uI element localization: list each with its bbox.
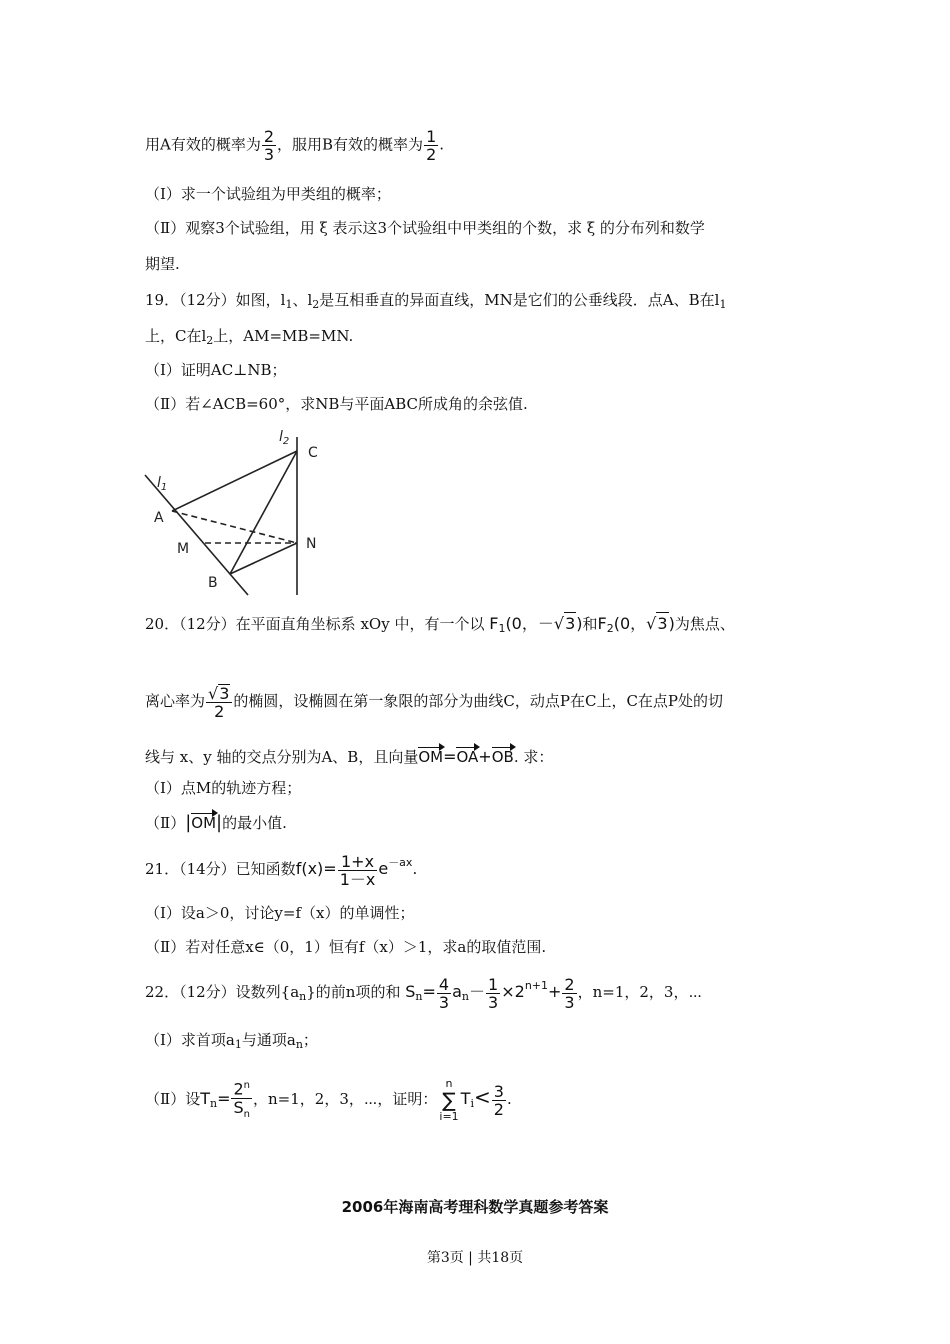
label-N: N [306,536,317,552]
focus-F1: $F_1(0$，－√3) [489,614,583,635]
function-fraction: $\frac{1+x}{1-x}$ [339,851,376,889]
q21-part2: （Ⅱ）若对任意x∈（0，1）恒有f（x）＞1，求a的取值范围. [145,938,547,956]
q20-line1: 20．（12分）在平面直角坐标系 xOy 中，有一个以 $F_1(0$，－√3)和$F_2(0$，√3)为焦点、 [145,614,735,635]
q18-part2-line2: 期望. [145,255,180,273]
line-l1 [145,475,248,595]
q22-line1: 22．（12分）设数列$\{a_n\}$的前n项的和 $S_n=$ $\frac{4}{3}$ $a_n-$ $\frac{1}{3}$ $\times 2^{n+1}+$ $\frac{2}{3}$ ，n=1，2，3，⋯ [145,974,702,1012]
q21-line1: 21．（14分）已知函数f(x)= $\frac{1+x}{1-x}$ $e^{-ax}$. [145,851,418,889]
coef-two-thirds: $\frac{2}{3}$ [564,974,575,1012]
page-footer: 第3页 | 共18页 [426,1250,524,1266]
q19-part2: （Ⅱ）若∠ACB=60°，求NB与平面ABC所成角的余弦值. [145,395,528,413]
label-l1: $l_1$ [157,475,168,493]
label-C: C [308,445,318,461]
label-A: A [154,510,164,526]
q20-part2: （Ⅱ）|OM|的最小值. [145,812,287,833]
three-halves-fraction: $\frac{3}{2}$ [493,1081,504,1119]
fraction-two-thirds: $\frac{2}{3}$ [263,127,275,164]
eccentricity-fraction: $\frac{√3}{2}$ [206,684,232,720]
q20-part1: （Ⅰ）点M的轨迹方程； [145,779,302,797]
q22-part2: （Ⅱ）设$T_n=$ $\frac{2^n}{S_n}$ ，n=1，2，3，⋯，证明： n ∑ i=1 $T_i<$ $\frac{3}{2}$ . [145,1077,512,1123]
q19-line2: 上，C在$l_2$上，AM=MB=MN. [145,327,354,347]
coef-one-third: $\frac{1}{3}$ [488,974,499,1012]
vector-OM: OM [418,748,444,766]
q22-part1: （Ⅰ）求首项$a_1$与通项$a_n$； [145,1031,318,1051]
focus-F2: $F_2(0$，√3) [597,614,675,635]
q19-line1: 19．（12分）如图，$l_1$、$l_2$是互相垂直的异面直线，MN是它们的公垂线段．点A、B在$l_1$ [145,291,727,311]
vector-OM-abs: OM [191,814,217,832]
q18-line1: 用A有效的概率为 $\frac{2}{3}$ ，服用B有效的概率为 $\frac{1}{2}$ . [145,127,445,164]
fraction-one-half: $\frac{1}{2}$ [426,127,437,164]
vector-OB: OB [491,748,514,766]
answer-section-title: 2006年海南高考理科数学真题参考答案 [341,1198,609,1216]
label-M: M [177,541,190,557]
q18-part2-line1: （Ⅱ）观察3个试验组，用 ξ 表示这3个试验组中甲类组的个数，求 ξ 的分布列和数学 [145,219,705,237]
summation-symbol: n ∑ i=1 [439,1077,459,1123]
q18-part1: （Ⅰ）求一个试验组为甲类组的概率； [145,185,391,203]
q20-line2: 离心率为 $\frac{√3}{2}$ 的椭圆，设椭圆在第一象限的部分为曲线C，动点P在C上，C在点P处的切 [145,684,724,721]
segment-AN-dashed [172,511,297,543]
vector-OA: OA [456,748,479,766]
tn-fraction: $\frac{2^n}{S_n}$ [231,1077,252,1123]
q20-line3: 线与 x、y 轴的交点分别为A、B，且向量OM=OA+OB. 求： [145,747,554,766]
q21-part1: （Ⅰ）设a＞0，讨论y=f（x）的单调性； [145,904,415,922]
label-l2: $l_2$ [279,429,290,447]
segment-AC [172,451,297,511]
segment-BN [230,543,297,574]
geometry-figure [140,425,340,597]
segment-BC [230,451,297,574]
q19-part1: （Ⅰ）证明AC⊥NB； [145,361,287,379]
label-B: B [208,575,218,591]
coef-four-thirds: $\frac{4}{3}$ [438,974,450,1012]
